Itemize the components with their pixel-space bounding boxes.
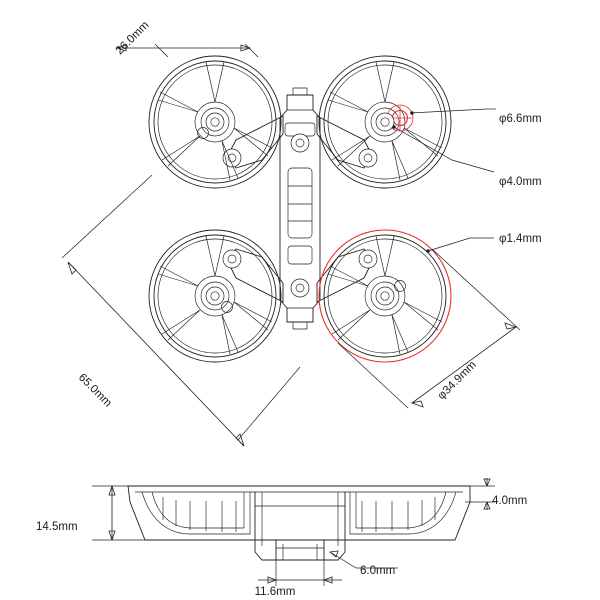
label-height-total: 14.5mm	[36, 521, 78, 533]
top-view-geometry	[149, 56, 451, 362]
label-width-center: 11.6mm	[254, 586, 296, 598]
label-prop-pitch: 26.0mm	[113, 19, 152, 58]
duct-top-right	[319, 56, 451, 188]
label-prop-diameter: φ34.9mm	[435, 358, 479, 403]
duct-bottom-left	[149, 230, 281, 362]
label-hole-large: φ6.6mm	[499, 113, 542, 125]
label-height-top: 4.0mm	[492, 495, 528, 507]
label-hole-medium: φ4.0mm	[499, 176, 542, 188]
label-diagonal: 65.0mm	[75, 371, 114, 410]
center-body	[280, 88, 320, 329]
side-view-geometry	[128, 486, 470, 560]
label-height-center: 6.0mm	[360, 565, 396, 577]
duct-top-left	[149, 56, 281, 188]
label-hole-small: φ1.4mm	[499, 233, 542, 245]
